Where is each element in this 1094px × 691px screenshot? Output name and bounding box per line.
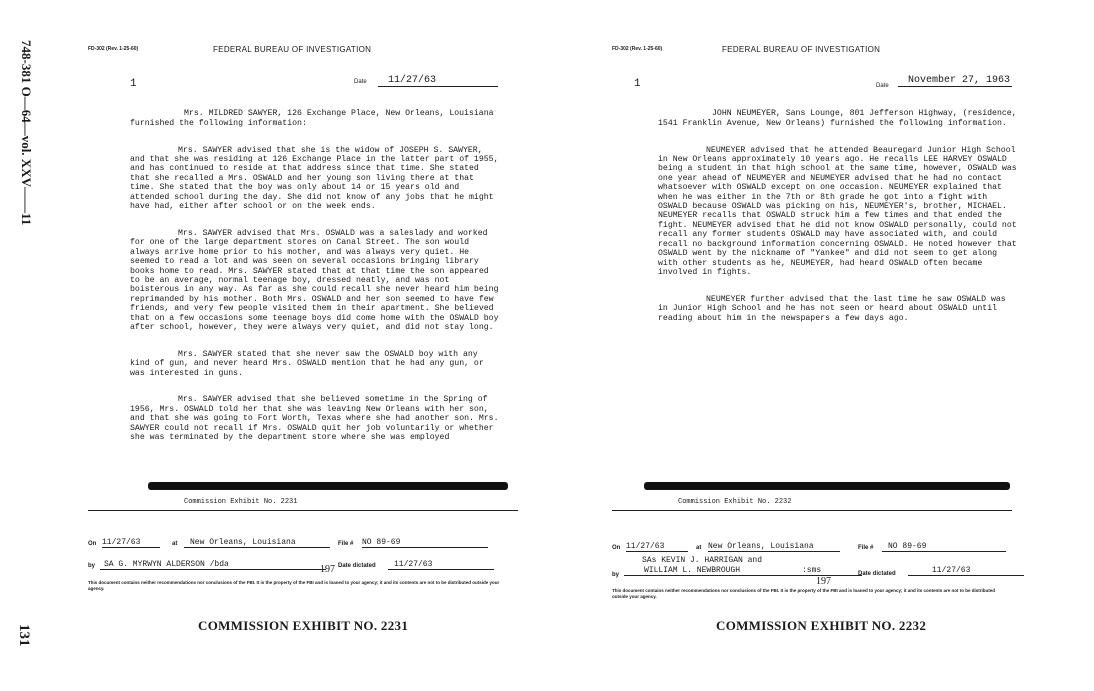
divider	[88, 510, 518, 511]
divider	[612, 510, 1012, 511]
date-label: Date	[354, 79, 367, 85]
report-date: 11/27/63	[378, 75, 498, 87]
agent-name-line1: SAs KEVIN J. HARRIGAN and	[642, 556, 763, 565]
page-marker: 1	[130, 78, 137, 90]
on-label: On	[612, 545, 621, 551]
agent-name: SA G. MYRWYN ALDERSON /bda	[100, 560, 326, 570]
redaction-bar	[148, 482, 508, 490]
at-label: at	[696, 545, 702, 551]
page-marker: 1	[634, 78, 641, 90]
report-body	[658, 100, 1018, 340]
exhibit-caption: COMMISSION EXHIBIT NO. 2232	[716, 618, 927, 633]
exhibit-2231	[88, 40, 508, 633]
bureau-heading: FEDERAL BUREAU OF INVESTIGATION	[213, 45, 372, 54]
page-stamp: 197	[320, 564, 335, 575]
report-date: November 27, 1963	[898, 75, 1012, 87]
dictated-label: Date dictated	[338, 563, 376, 569]
dictated-label: Date dictated	[858, 571, 896, 577]
disclaimer: This document contains neither recommendations nor conclusions of the FBI. It is the property of the FBI and is loaned to your agency; it and its contents are not to be distributed outside your agency.	[88, 580, 500, 591]
disclaimer: This document contains neither recommendations nor conclusions of the FBI. It is the property of the FBI and is loaned to your agency; it and its contents are not to be distributed outside your agency.	[612, 588, 996, 599]
paragraph: NEUMEYER further advised that the last time he saw OSWALD was in Junior High School and he has not seen or heard about OSWALD until reading about him in the newspapers a few days ago.	[658, 294, 1006, 323]
report-body	[130, 100, 500, 460]
paragraph: Mrs. SAWYER stated that she never saw the OSWALD boy with any kind of gun, and never heard Mrs. OSWALD mention that he had any gun, or was interested in guns.	[130, 349, 484, 378]
on-label: On	[88, 541, 97, 547]
dictated-date: 11/27/63	[908, 566, 1024, 576]
page-number: 131	[16, 624, 32, 647]
paragraph: Mrs. SAWYER advised that she is the widow of JOSEPH S. SAWYER, and that she was residing at 126 Exchange Place in the latter part of 1955, and has continued to reside at that address since that time. She stated that she recalled a Mrs. OSWALD and her young son living there at that time. She stated that the boy was only about 14 or 15 years old and attended school during the day. She did not know of any jobs that he might have had, either after school or on the week ends.	[130, 145, 499, 212]
interview-date: 11/27/63	[102, 538, 160, 548]
paragraph: Mrs. SAWYER advised that Mrs. OSWALD was a saleslady and worked for one of the large department stores on Canal Street. The son would always arrive home prior to his mother, and was always very quiet. He seemed to read a lot and was seen on several occasions bringing library books home to read. Mrs. SAWYER stated that at that time the son appeared to be an average, normal teenage boy, dressed neatly, and was not boisterous in any way. As far as she could recall she never heard him being reprimanded by his mother. Both Mrs. OSWALD and her son seemed to have few friends, and very few people visited them in their apartment. She believed that on a few occasions some teenage boys did come home with the OSWALD boy after school, however, they were always very quiet, and did not stay long.	[130, 228, 499, 332]
exhibit-label-small: Commission Exhibit No. 2231	[184, 498, 298, 506]
by-label: by	[612, 572, 620, 578]
paragraph: NEUMEYER advised that he attended Beauregard Junior High School in New Orleans approximately 10 years ago. He recalls LEE HARVEY OSWALD being a student in that high school at the same time, however, OSWALD was one year ahead of NEUMEYER and NEUMEYER advised that he had no contact whatsoever with OSWALD except on one occasion. NEUMEYER explained that when he was either in the 7th or 8th grade he got into a fight with OSWALD because OSWALD was picking on his, NEUMEYER's, brother, MICHAEL. NEUMEYER recalls that OSWALD struck him a few times and that ended the fight. NEUMEYER advised that he did not know OSWALD personally, could not recall any former students OSWALD may have associated with, and could recall no background information concerning OSWALD. He noted however that OSWALD went by the nickname of "Yankee" and did not seem to get along with other students as he, NEUMEYER, had heard OSWALD often became involved in fights.	[658, 145, 1017, 277]
by-label: by	[88, 563, 96, 569]
agent-name-line2: WILLIAM L. NEWBROUGH	[624, 566, 862, 576]
interview-date: 11/27/63	[626, 542, 688, 552]
agent-initials: :sms	[802, 566, 822, 575]
interview-place: New Orleans, Louisiana	[708, 542, 840, 552]
margin-reference: 748-381 O—64—vol. XXV——11	[19, 40, 34, 226]
paragraph: Mrs. MILDRED SAWYER, 126 Exchange Place, New Orleans, Louisiana furnished the following information:	[130, 109, 494, 128]
file-number: NO 89-69	[362, 538, 488, 548]
exhibit-2232	[612, 40, 1032, 633]
form-number: FD-302 (Rev. 1-25-60)	[88, 46, 139, 52]
file-label: File #	[338, 541, 354, 547]
dictated-date: 11/27/63	[388, 560, 494, 570]
file-label: File #	[858, 545, 874, 551]
redaction-bar	[644, 482, 1010, 490]
at-label: at	[172, 541, 178, 547]
exhibit-label-small: Commission Exhibit No. 2232	[678, 498, 792, 506]
paragraph: JOHN NEUMEYER, Sans Lounge, 801 Jefferson Highway, (residence, 1541 Franklin Avenue, New Orleans) furnished the following information.	[658, 109, 1017, 128]
bureau-heading: FEDERAL BUREAU OF INVESTIGATION	[722, 45, 881, 54]
file-number: NO 89-69	[882, 542, 1006, 552]
exhibit-caption: COMMISSION EXHIBIT NO. 2231	[198, 618, 409, 633]
page-stamp: 197	[816, 576, 831, 587]
date-label: Date	[876, 83, 889, 89]
form-number: FD-302 (Rev. 1-25-60)	[612, 46, 663, 52]
interview-place: New Orleans, Louisiana	[184, 538, 330, 548]
paragraph: Mrs. SAWYER advised that she believed sometime in the Spring of 1956, Mrs. OSWALD told her that she was leaving New Orleans with her son, and that she was going to Fort Worth, Texas where she had another son. Mrs. SAWYER could not recall if Mrs. OSWALD quit her job voluntarily or whether she was terminated by the department store where she was employed	[130, 395, 499, 442]
